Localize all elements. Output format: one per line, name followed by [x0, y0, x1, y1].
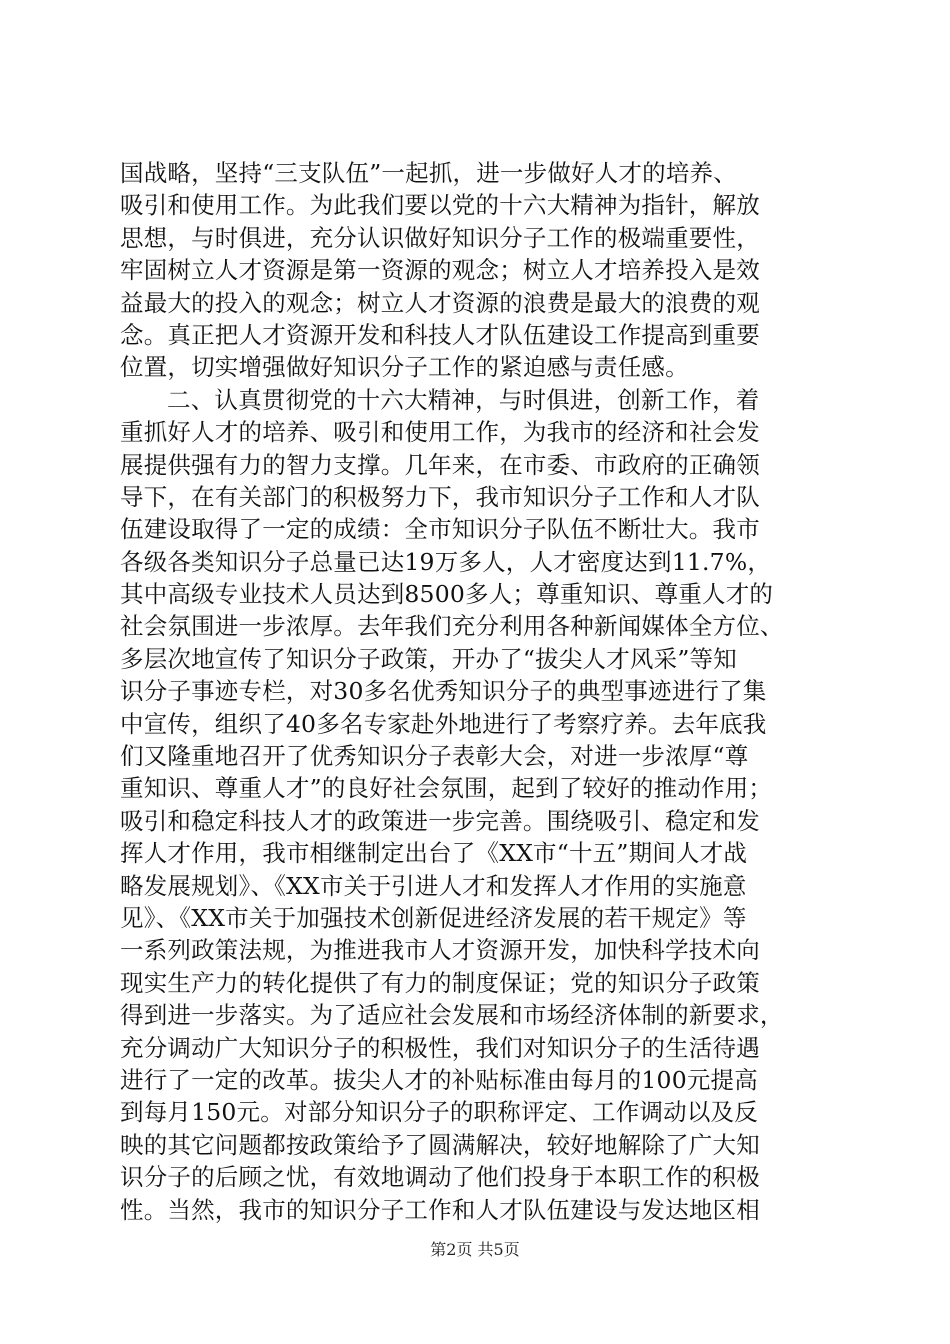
text-line: 展提供强有力的智力支撑。几年来，在市委、市政府的正确领: [120, 450, 760, 479]
text-line: 吸引和使用工作。为此我们要以党的十六大精神为指针，解放: [120, 191, 760, 220]
text-line: 重知识、尊重人才”的良好社会氛围，起到了较好的推动作用；: [120, 774, 773, 803]
text-line: 牢固树立人才资源是第一资源的观念；树立人才培养投入是效: [120, 256, 760, 285]
text-line: 性。当然，我市的知识分子工作和人才队伍建设与发达地区相: [120, 1195, 760, 1224]
text-line: 一系列政策法规，为推进我市人才资源开发，加快科学技术向: [120, 936, 760, 965]
text-line: 挥人才作用，我市相继制定出台了《XX市“十五”期间人才战: [120, 839, 748, 868]
text-line: 导下，在有关部门的积极努力下，我市知识分子工作和人才队: [120, 482, 760, 511]
text-line: 社会氛围进一步浓厚。去年我们充分利用各种新闻媒体全方位、: [120, 612, 784, 641]
text-line: 进行了一定的改革。拔尖人才的补贴标准由每月的100元提高: [120, 1065, 758, 1094]
text-line: 充分调动广大知识分子的积极性，我们对知识分子的生活待遇: [120, 1033, 760, 1062]
text-line: 吸引和稳定科技人才的政策进一步完善。围绕吸引、稳定和发: [120, 806, 760, 835]
text-line: 位置，切实增强做好知识分子工作的紧迫感与责任感。: [120, 353, 689, 382]
text-line: 其中高级专业技术人员达到8500多人；尊重知识、尊重人才的: [120, 580, 774, 609]
text-line: 映的其它问题都按政策给予了圆满解决，较好地解除了广大知: [120, 1130, 760, 1159]
page-number-label: 第2页 共5页: [430, 1240, 520, 1259]
page-footer: [0, 1240, 950, 1260]
text-line: 现实生产力的转化提供了有力的制度保证；党的知识分子政策: [120, 968, 760, 997]
text-line: 得到进一步落实。为了适应社会发展和市场经济体制的新要求，: [120, 1001, 784, 1030]
text-line: 到每月150元。对部分知识分子的职称评定、工作调动以及反: [120, 1098, 758, 1127]
text-line: 益最大的投入的观念；树立人才资源的浪费是最大的浪费的观: [120, 288, 760, 317]
text-line: 伍建设取得了一定的成绩：全市知识分子队伍不断壮大。我市: [120, 515, 760, 544]
text-line: 念。真正把人才资源开发和科技人才队伍建设工作提高到重要: [120, 320, 760, 349]
text-line: 们又隆重地召开了优秀知识分子表彰大会，对进一步浓厚“尊: [120, 742, 749, 771]
text-line: 各级各类知识分子总量已达19万多人，人才密度达到11.7%，: [120, 547, 772, 576]
text-line: 略发展规划》、《XX市关于引进人才和发挥人才作用的实施意: [120, 871, 747, 900]
text-line: 识分子的后顾之忧，有效地调动了他们投身于本职工作的积极: [120, 1163, 760, 1192]
text-line: 见》、《XX市关于加强技术创新促进经济发展的若干规定》等: [120, 903, 747, 932]
text-line: 识分子事迹专栏，对30多名优秀知识分子的典型事迹进行了集: [120, 677, 767, 706]
text-line: 重抓好人才的培养、吸引和使用工作，为我市的经济和社会发: [120, 418, 760, 447]
text-line: 中宣传，组织了40多名专家赴外地进行了考察疗养。去年底我: [120, 709, 767, 738]
paragraph-start-line: 二、认真贯彻党的十六大精神，与时俱进，创新工作，着: [167, 385, 760, 414]
text-line: 国战略，坚持“三支队伍”一起抓，进一步做好人才的培养、: [120, 159, 737, 187]
document-body: [120, 157, 840, 1226]
text-line: 思想，与时俱进，充分认识做好知识分子工作的极端重要性，: [120, 223, 760, 252]
text-line: 多层次地宣传了知识分子政策，开办了“拔尖人才风采”等知: [120, 644, 737, 673]
